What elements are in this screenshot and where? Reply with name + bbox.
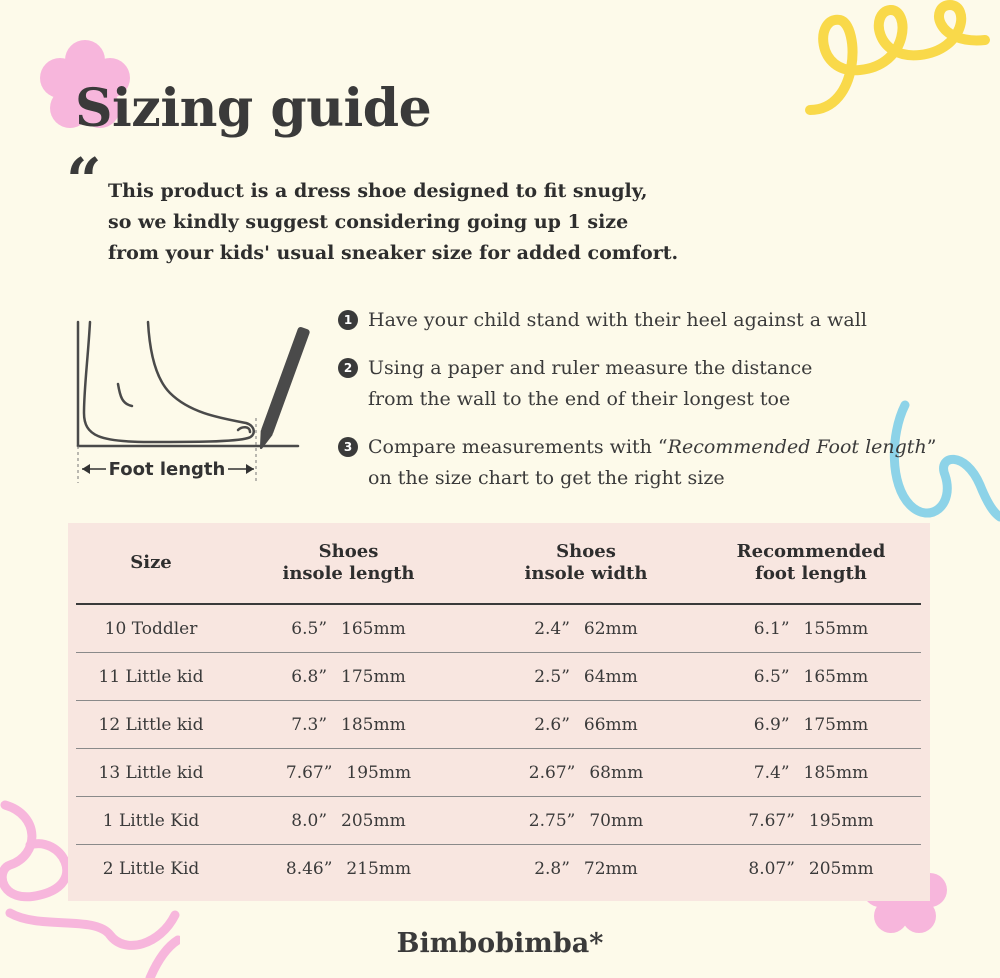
foot-length-cell (701, 845, 921, 893)
insole-length-cell-value: 7.3” (291, 714, 328, 735)
insole-width-cell (471, 701, 701, 749)
insole-length-cell (226, 653, 471, 701)
step-text-emphasis: Recommended Foot length (667, 436, 927, 458)
insole-length-cell-value: 185mm (341, 714, 406, 735)
step-text: on the size chart to get the right size (368, 467, 725, 489)
size-cell-value: 1 Little Kid (102, 810, 200, 831)
table-row (76, 653, 921, 701)
toe-detail (238, 427, 250, 432)
size-cell (76, 653, 226, 701)
insole-width-cell-value: 62mm (583, 618, 638, 639)
insole-length-cell (226, 797, 471, 845)
ankle-detail (118, 384, 132, 406)
insole-width-cell-value: 64mm (583, 666, 638, 687)
step-text-part: Compare measurements with “ (368, 436, 668, 458)
size-chart-panel (68, 523, 930, 901)
insole-width-cell-value: 2.67” (528, 762, 576, 783)
size-cell-value: 2 Little Kid (102, 858, 200, 879)
foot-length-cell (701, 653, 921, 701)
insole-length-cell-value: 195mm (346, 762, 412, 783)
insole-length-cell-value: 6.5” (291, 618, 328, 639)
insole-width-cell (471, 604, 701, 653)
step-text: Using a paper and ruler measure the distance (368, 357, 813, 379)
step-item (338, 432, 936, 494)
insole-length-cell-value: 7.67” (285, 762, 333, 783)
step-text (368, 432, 936, 463)
table-row (76, 749, 921, 797)
insole-width-cell (471, 653, 701, 701)
table-row (76, 701, 921, 749)
insole-width-cell (471, 797, 701, 845)
table-row (76, 604, 921, 653)
column-header-insole-length: Shoes insole length (226, 523, 471, 604)
step-text: from the wall to the end of their longest toe (368, 388, 791, 410)
step-item (338, 353, 936, 415)
insole-width-cell-value: 70mm (589, 810, 644, 831)
insole-length-cell-value: 165mm (341, 618, 406, 639)
insole-width-cell-value: 68mm (589, 762, 644, 783)
column-header-foot-length: Recommended foot length (701, 523, 921, 604)
foot-length-cell-value: 6.1” (753, 618, 790, 639)
foot-length-cell-value: 7.67” (748, 810, 795, 831)
size-cell (76, 797, 226, 845)
size-cell-value: 13 Little kid (98, 762, 204, 783)
insole-length-cell-value: 8.46” (285, 858, 333, 879)
brand-logo: Bimbobimba* (396, 928, 604, 959)
foot-length-cell (701, 797, 921, 845)
insole-width-cell (471, 845, 701, 893)
foot-length-cell-value: 6.9” (753, 714, 790, 735)
table-header-row (76, 523, 921, 604)
foot-length-cell (701, 604, 921, 653)
quote-mark-icon: “ (66, 144, 102, 217)
foot-length-cell-value: 165mm (803, 666, 869, 687)
intro-line: This product is a dress shoe designed to fit snugly, (108, 180, 648, 202)
insole-length-cell (226, 604, 471, 653)
insole-width-cell-value: 2.8” (534, 858, 570, 879)
insole-length-cell (226, 749, 471, 797)
size-cell-value: 12 Little kid (98, 714, 204, 735)
insole-width-cell-value: 2.75” (528, 810, 576, 831)
size-cell-value: 10 Toddler (104, 618, 198, 639)
insole-width-cell-value: 72mm (583, 858, 638, 879)
insole-length-cell (226, 701, 471, 749)
column-header-insole-width: Shoes insole width (471, 523, 701, 604)
size-cell-value: 11 Little kid (98, 666, 204, 687)
foot-length-cell (701, 701, 921, 749)
foot-length-cell-value: 175mm (803, 714, 869, 735)
size-cell (76, 701, 226, 749)
insole-width-cell (471, 749, 701, 797)
insole-width-cell-value: 2.4” (534, 618, 570, 639)
yellow-squiggle-icon (800, 0, 1000, 130)
intro-text (108, 176, 678, 269)
size-cell (76, 749, 226, 797)
size-cell (76, 845, 226, 893)
leg-outline (84, 322, 254, 442)
foot-length-cell-value: 6.5” (753, 666, 790, 687)
intro-line: from your kids' usual sneaker size for added comfort. (108, 242, 679, 264)
step-number-badge: 1 (338, 310, 358, 330)
insole-length-cell-value: 6.8” (291, 666, 328, 687)
page-title: Sizing guide (75, 78, 432, 139)
insole-width-cell-value: 66mm (583, 714, 638, 735)
foot-length-cell (701, 749, 921, 797)
insole-length-cell-value: 215mm (346, 858, 412, 879)
step-number-badge: 3 (338, 437, 358, 457)
size-cell (76, 604, 226, 653)
foot-length-cell-value: 8.07” (748, 858, 795, 879)
insole-length-cell-value: 8.0” (291, 810, 328, 831)
foot-length-cell-value: 185mm (803, 762, 869, 783)
insole-length-cell-value: 205mm (341, 810, 406, 831)
size-chart-table (76, 523, 921, 892)
table-row (76, 797, 921, 845)
insole-width-cell-value: 2.5” (534, 666, 570, 687)
insole-length-cell (226, 845, 471, 893)
table-row (76, 845, 921, 893)
step-text-part: ” (926, 436, 937, 458)
step-text: Have your child stand with their heel against a wall (368, 309, 867, 331)
intro-line: so we kindly suggest considering going up 1 size (108, 211, 629, 233)
measurement-steps (338, 305, 936, 494)
pencil-icon (256, 328, 308, 450)
step-item (338, 305, 936, 336)
foot-length-cell-value: 155mm (803, 618, 869, 639)
column-header-size: Size (76, 523, 226, 604)
insole-width-cell-value: 2.6” (534, 714, 570, 735)
insole-length-cell-value: 175mm (341, 666, 406, 687)
foot-length-cell-value: 7.4” (753, 762, 790, 783)
foot-length-cell-value: 205mm (808, 858, 874, 879)
foot-measurement-illustration (70, 318, 320, 488)
foot-length-label: Foot length (108, 459, 226, 480)
step-number-badge: 2 (338, 358, 358, 378)
foot-length-cell-value: 195mm (808, 810, 874, 831)
